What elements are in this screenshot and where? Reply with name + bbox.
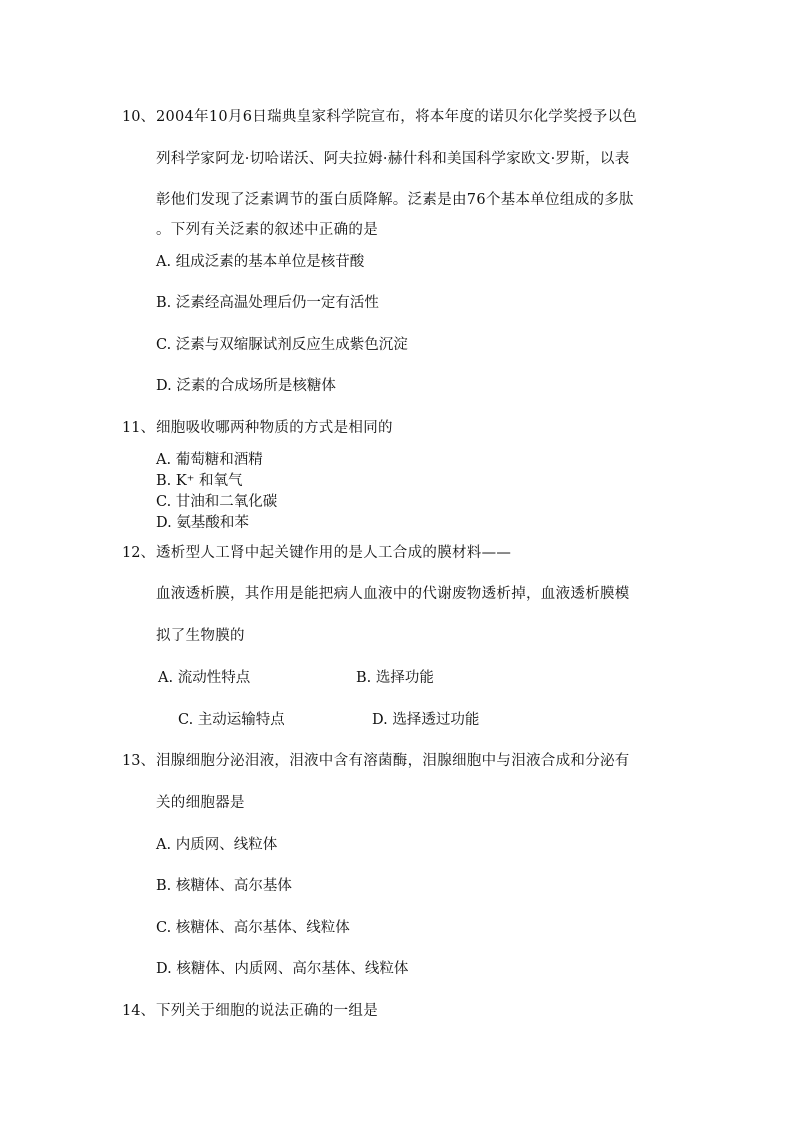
question-13-number: 13、 [122,753,155,769]
question-14-line-1: 下列关于细胞的说法正确的一组是 [156,1003,378,1019]
question-10-line-3: 彰他们发现了泛素调节的蛋白质降解。泛素是由76个基本单位组成的多肽 [156,192,634,208]
question-12-line-2: 血液透析膜，其作用是能把病人血液中的代谢废物透析掉，血液透析膜模 [156,586,630,602]
question-10-line-2: 列科学家阿龙·切哈诺沃、阿夫拉姆·赫什科和美国科学家欧文·罗斯，以表 [156,151,630,167]
question-13-option-a: A. 内质网、线粒体 [156,837,278,853]
question-10-option-c: C. 泛素与双缩脲试剂反应生成紫色沉淀 [156,337,408,353]
question-10-line-4: 。下列有关泛素的叙述中正确的是 [156,222,378,238]
question-11-option-c: C. 甘油和二氧化碳 [156,494,278,510]
question-12-line-3: 拟了生物膜的 [156,628,245,644]
question-10-number: 10、 [122,109,155,125]
question-11-option-b: B. K⁺ 和氧气 [156,473,243,489]
question-12-line-1: 透析型人工肾中起关键作用的是人工合成的膜材料—— [156,545,512,561]
question-10-option-b: B. 泛素经高温处理后仍一定有活性 [156,295,379,311]
question-10-line-1: 2004年10月6日瑞典皇家科学院宣布，将本年度的诺贝尔化学奖授予以色 [156,109,638,125]
question-11-option-d: D. 氨基酸和苯 [156,515,249,531]
question-10-option-a: A. 组成泛素的基本单位是核苷酸 [156,254,365,270]
question-12-number: 12、 [122,545,155,561]
question-12-option-b: B. 选择功能 [356,670,434,686]
question-13-option-c: C. 核糖体、高尔基体、线粒体 [156,920,350,936]
question-13-option-b: B. 核糖体、高尔基体 [156,878,292,894]
question-11-option-a: A. 葡萄糖和酒精 [156,452,263,468]
question-10-option-d: D. 泛素的合成场所是核糖体 [156,378,336,394]
question-12-option-c: C. 主动运输特点 [178,712,285,728]
question-11-number: 11、 [122,420,155,436]
question-13-line-2: 关的细胞器是 [156,795,245,811]
question-11-line-1: 细胞吸收哪两种物质的方式是相同的 [156,420,393,436]
question-12-option-d: D. 选择透过功能 [372,712,480,728]
question-13-line-1: 泪腺细胞分泌泪液，泪液中含有溶菌酶，泪腺细胞中与泪液合成和分泌有 [156,753,630,769]
question-12-option-a: A. 流动性特点 [158,670,251,686]
question-13-option-d: D. 核糖体、内质网、高尔基体、线粒体 [156,961,409,977]
question-14-number: 14、 [122,1003,155,1019]
